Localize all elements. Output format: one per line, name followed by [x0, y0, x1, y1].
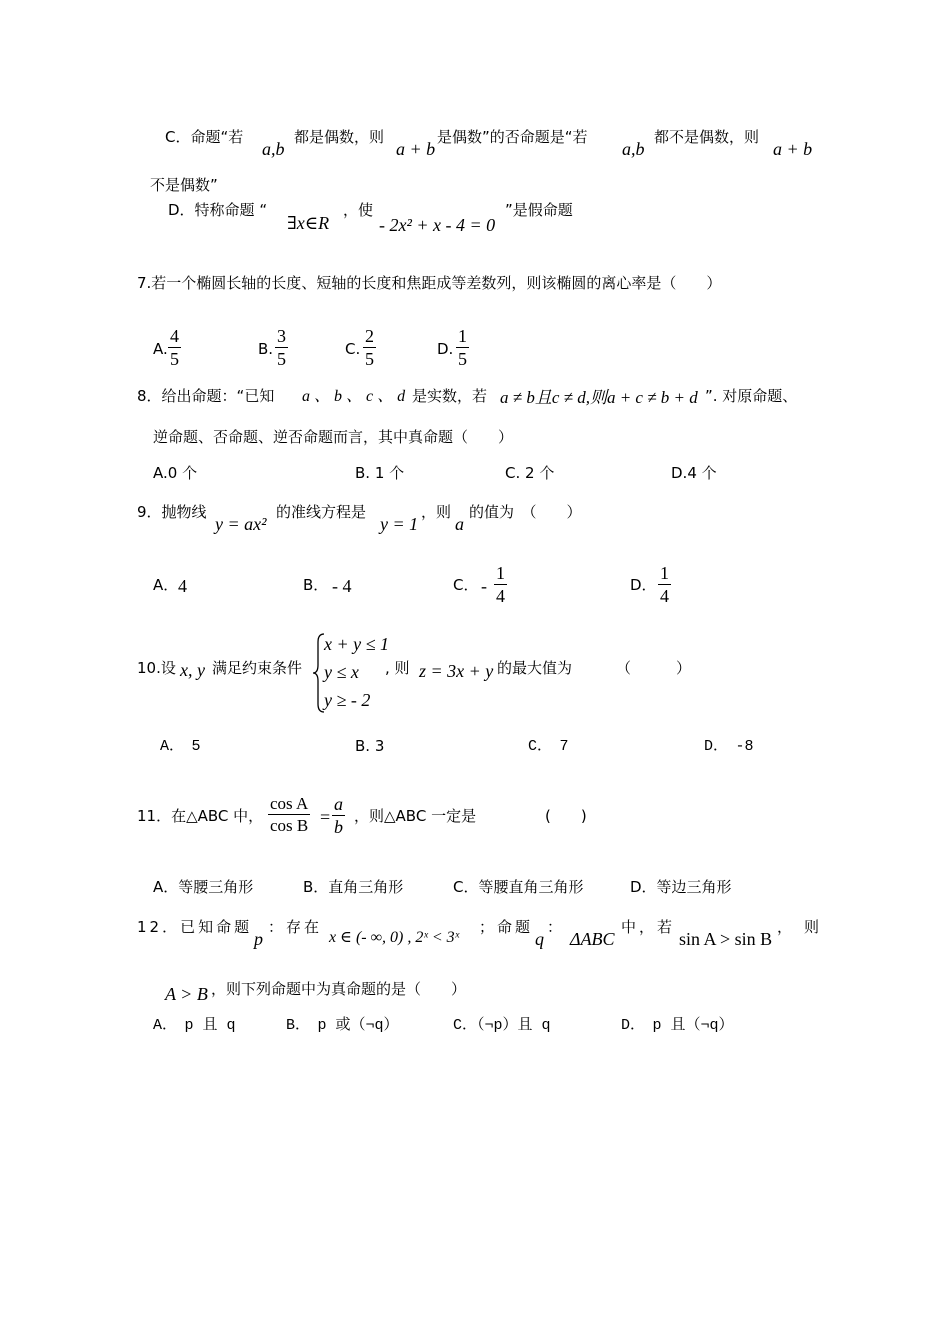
- q7-stem: 7.若一个椭圆长轴的长度、短轴的长度和焦距成等差数列，则该椭圆的离心率是（ ）: [137, 274, 722, 292]
- q10-constraint-3: y ≥ - 2: [324, 690, 371, 710]
- q9-option-d-den: 4: [660, 586, 669, 606]
- q9-option-d-label: D．: [630, 576, 657, 594]
- q7-option-b-label: B.: [258, 340, 274, 358]
- q10-option-b: B. 3: [355, 737, 385, 755]
- q12-stem-a: 12．已知命题: [137, 918, 253, 936]
- q6-c-sum2: a + b: [773, 139, 813, 159]
- q9-stem-d: 的值为 （ ）: [469, 503, 582, 521]
- q10-option-c: C． 7: [528, 738, 569, 755]
- q7-option-d-num: 1: [458, 326, 467, 346]
- q9-option-c-label: C．: [453, 576, 479, 594]
- q9-option-b-value: - 4: [332, 576, 352, 596]
- q8-stem-c: ”. 对原命题、: [705, 387, 798, 405]
- q9-stem-c: ，则: [421, 503, 452, 521]
- q6-c-mid2: 是偶数”的否命题是“若: [437, 128, 588, 146]
- q7-option-c-num: 2: [365, 326, 374, 346]
- q6-d-tail: ”是假命题: [505, 201, 573, 219]
- q12-triangle: ΔABC: [570, 929, 615, 949]
- q8-condition: a ≠ b且c ≠ d,则a + c ≠ b + d: [500, 388, 698, 407]
- q10-paren: （ ）: [616, 659, 692, 677]
- q11-option-d: D．等边三角形: [630, 878, 732, 896]
- q7-option-d-label: D.: [437, 340, 454, 358]
- q6-c-mid3: 都不是偶数，则: [654, 128, 760, 146]
- q8-option-d: D.4 个: [671, 464, 717, 482]
- q9-stem-b: 的准线方程是: [276, 503, 367, 521]
- q10-stem-a: 10.设: [137, 659, 176, 677]
- q11-fraction-cos: [268, 795, 310, 834]
- q7-option-a-fraction: [168, 327, 181, 368]
- q12-line2-text: ，则下列命题中为真命题的是（ ）: [211, 980, 467, 998]
- q12-q: q: [535, 929, 544, 949]
- q10-stem-c: , 则: [385, 659, 410, 677]
- q11-fraction-cos-num: cos A: [270, 794, 309, 813]
- q6-c-ab2: a,b: [622, 139, 645, 159]
- q7-option-a-num: 4: [170, 326, 179, 346]
- q7-option-a-den: 5: [170, 349, 179, 369]
- q12-p: p: [254, 929, 263, 949]
- q8-line2: 逆命题、否命题、逆否命题而言，其中真命题（ ）: [153, 428, 514, 446]
- q9-option-a-value: 4: [178, 576, 187, 596]
- q6-d-comma: ，使: [343, 201, 374, 219]
- q7-option-d-den: 5: [458, 349, 467, 369]
- q10-option-a: A． 5: [160, 738, 201, 755]
- q12-condition-q: sin A > sin B: [679, 929, 773, 949]
- q7-option-b-num: 3: [277, 326, 286, 346]
- q12-option-c: C．（¬p）且 q: [453, 1017, 551, 1034]
- q7-option-a-label: A.: [153, 340, 168, 358]
- q9-option-c-sign: -: [481, 576, 487, 596]
- q11-fraction-ab-num: a: [334, 794, 343, 814]
- q8-option-a: A.0 个: [153, 464, 198, 482]
- q12-stem-d: ：: [547, 918, 563, 936]
- q8-option-b: B. 1 个: [355, 464, 405, 482]
- q11-paren: ( ): [545, 807, 587, 825]
- q7-option-d-fraction: [456, 327, 469, 368]
- q9-option-c-fraction: [494, 564, 507, 605]
- q10-vars: x, y: [180, 660, 205, 680]
- q10-stem-d: 的最大值为: [497, 659, 573, 677]
- q7-option-c-den: 5: [365, 349, 374, 369]
- q11-fraction-ab-den: b: [334, 817, 343, 837]
- q12-option-a: A． p 且 q: [153, 1017, 236, 1034]
- q12-line2-math: A > B: [165, 984, 208, 1004]
- q9-stem-a: 9．抛物线: [137, 503, 207, 521]
- q12-stem-c: ；命题: [479, 918, 534, 936]
- q11-equals: =: [320, 807, 331, 827]
- q6-c-ab: a,b: [262, 139, 285, 159]
- q9-option-a-label: A．: [153, 576, 179, 594]
- q6-d-exists: ∃x∈R: [287, 213, 330, 233]
- q9-directrix: y = 1: [380, 514, 419, 534]
- q10-option-d: D． -8: [704, 738, 754, 755]
- q10-constraint-1: x + y ≤ 1: [324, 634, 390, 654]
- q6-c-mid1: 都是偶数，则: [294, 128, 385, 146]
- q6-c-sum: a + b: [396, 139, 436, 159]
- q9-option-d-num: 1: [660, 563, 669, 583]
- q9-var: a: [455, 514, 464, 534]
- q10-objective: z = 3x + y: [419, 661, 494, 681]
- q9-option-d-fraction: [658, 564, 671, 605]
- q8-stem-b: 是实数，若: [412, 387, 488, 405]
- q7-option-b-fraction: [275, 327, 288, 368]
- q12-option-b: B． p 或（¬q）: [286, 1017, 399, 1034]
- q9-option-b-label: B．: [303, 576, 329, 594]
- q9-option-c-den: 4: [496, 586, 505, 606]
- q7-option-c-label: C.: [345, 340, 361, 358]
- q11-option-a: A．等腰三角形: [153, 878, 254, 896]
- q11-option-b: B．直角三角形: [303, 878, 404, 896]
- q6-c-tail: 不是偶数”: [150, 176, 218, 194]
- q6-c-label: C．命题“若: [165, 128, 244, 146]
- q12-condition-p: x ∈ (- ∞, 0) , 2ˣ < 3ˣ: [329, 929, 460, 946]
- q12-option-d: D． p 且（¬q）: [621, 1017, 734, 1034]
- q10-stem-b: 满足约束条件: [212, 659, 303, 677]
- q11-stem-a: 11．在△ABC 中，: [137, 807, 264, 825]
- q7-option-b-den: 5: [277, 349, 286, 369]
- q12-stem-e: 中，若: [621, 918, 676, 936]
- q11-option-c: C．等腰直角三角形: [453, 878, 584, 896]
- q8-stem-a: 8．给出命题：“已知: [137, 387, 275, 405]
- q9-curve: y = ax²: [215, 514, 267, 534]
- q12-stem-f: ，则: [777, 918, 832, 936]
- q11-stem-b: ，则△ABC 一定是: [354, 807, 477, 825]
- q6-d-equation: - 2x² + x - 4 = 0: [379, 215, 496, 235]
- q9-option-c-num: 1: [496, 563, 505, 583]
- q11-fraction-ab: [332, 795, 345, 836]
- q11-fraction-cos-den: cos B: [270, 816, 309, 835]
- q8-vars: a 、 b 、 c 、 d: [302, 388, 406, 405]
- q8-option-c: C. 2 个: [505, 464, 555, 482]
- q12-stem-b: ：存在: [268, 918, 323, 936]
- q7-option-c-fraction: [363, 327, 376, 368]
- q6-d-label: D．特称命题 “: [168, 201, 268, 219]
- q10-constraint-2: y ≤ x: [324, 662, 359, 682]
